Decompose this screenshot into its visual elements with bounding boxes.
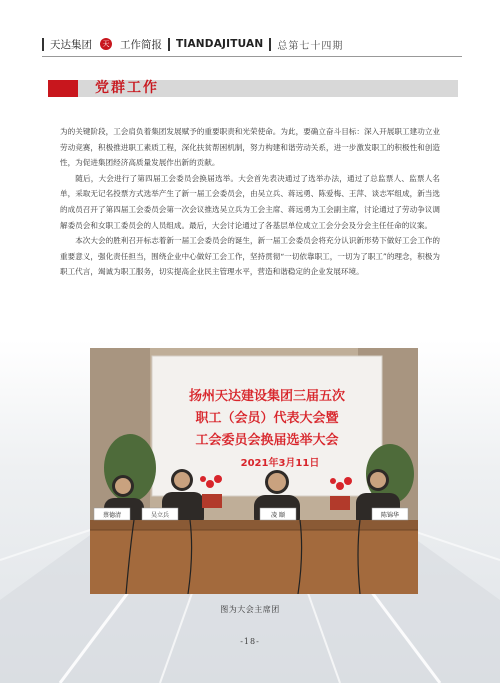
header-divider xyxy=(168,38,170,51)
nameplate: 陈锦华 xyxy=(380,512,400,519)
company-logo-icon: 天 xyxy=(100,38,112,50)
photo-caption: 图为大会主席团 xyxy=(220,605,280,614)
header-divider xyxy=(269,38,271,51)
page-number: -18- xyxy=(240,637,260,646)
company-name: 天达集团 xyxy=(50,38,92,51)
page-header xyxy=(42,36,343,52)
article-body xyxy=(60,124,440,280)
paragraph-3: 本次大会的胜利召开标志着新一届工会委员会的诞生，新一届工会委员会将充分认识新形势下做好工会工作的重要意义，强化责任担当，围绕企业中心做好工会工作，坚持贯彻“一切依靠职工，一切为了职工”的理念，积极为职工代言，竭诚为职工服务，切实提高企业民主管理水平，营造和谐稳定的企业发展环境。 xyxy=(60,236,440,277)
bulletin-name: 工作简报 xyxy=(120,38,162,51)
meeting-photo-illustration xyxy=(90,348,418,594)
paragraph-2: 随后，大会进行了第四届工会委员会换届选举。大会首先表决通过了选举办法，通过了总监票人、监票人名单，采取无记名投票方式选举产生了新一届工会委员会，由吴立兵、蒋远勇、陈爱梅、王萍、谈志军组成，新当选的成员召开了第四届工会委员会第一次会议推选吴立兵为工会主席、蒋远勇为工会副主席，讨论通过了劳动争议调解委员会和女职工委员会的人员组成。最后，大会讨论通过了各基层单位成立工会分会及分会主任任命的议案。 xyxy=(60,173,440,230)
nameplate: 凌 颐 xyxy=(271,512,285,519)
nameplate: 吴立兵 xyxy=(150,512,170,519)
screen-banner-date: 2021年3月11日 xyxy=(240,458,320,469)
section-title: 党群工作 xyxy=(95,80,159,96)
section-banner xyxy=(48,80,458,97)
header-rule xyxy=(42,56,462,57)
screen-banner-line-2: 职工（会员）代表大会暨 xyxy=(195,411,339,426)
header-divider xyxy=(42,38,44,51)
paragraph-1: 为的关键阶段，工会肩负着集团发展赋予的重要职责和光荣使命。为此，要确立奋斗目标：深入开展职工建功立业劳动竞赛，积极推进职工素质工程，深化扶贫帮困机制，努力构建和谐劳动关系，进一步激发职工的积极性和创造性，为促进集团经济高质量发展作出新的贡献。 xyxy=(60,127,440,168)
screen-banner-line-1: 扬州天达建设集团三届五次 xyxy=(188,389,346,404)
brand-name: TIANDAJITUAN xyxy=(176,38,264,50)
meeting-photo xyxy=(90,348,418,594)
section-marker xyxy=(48,80,78,97)
nameplate: 蔡德清 xyxy=(102,512,122,519)
issue-number: 总第七十四期 xyxy=(277,40,344,52)
screen-banner-line-3: 工会委员会换届选举大会 xyxy=(195,433,339,448)
